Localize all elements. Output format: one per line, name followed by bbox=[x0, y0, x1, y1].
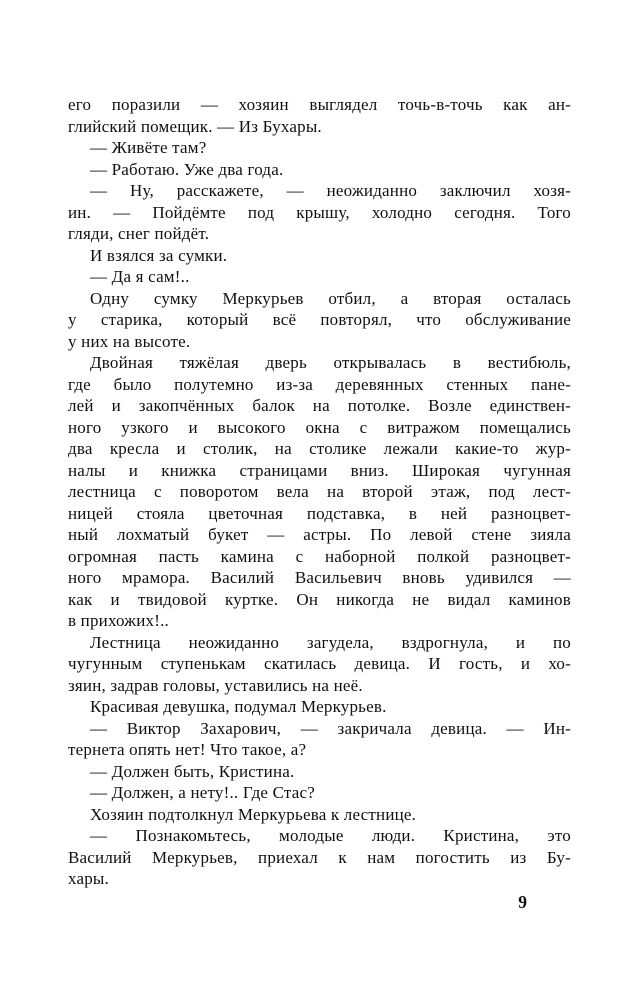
text-line: лей и закопчённых балок на потолке. Возле единствен- bbox=[68, 396, 571, 415]
text-line: — Ну, расскажете, — неожиданно заключил хозя- bbox=[90, 181, 571, 200]
paragraph bbox=[68, 804, 571, 826]
paragraph bbox=[68, 137, 571, 159]
text-line: — Да я сам!.. bbox=[90, 267, 190, 286]
text-line: Одну сумку Меркурьев отбил, а вторая осталась bbox=[90, 288, 571, 308]
text-line: ного мрамора. Василий Васильевич вновь удивился — bbox=[68, 568, 571, 587]
paragraph bbox=[68, 761, 571, 783]
text-line: Лестница неожиданно загудела, вздрогнула, и по bbox=[90, 632, 571, 652]
text-line: в прихожих!.. bbox=[68, 611, 170, 630]
page-number: 9 bbox=[518, 892, 527, 912]
text-line: огромная пасть камина с наборной полкой разноцвет- bbox=[68, 546, 571, 566]
text-line: зяин, задрав головы, уставились на неё. bbox=[68, 675, 363, 695]
text-block bbox=[68, 94, 571, 890]
text-line: — Должен быть, Кристина. bbox=[90, 761, 295, 781]
paragraph bbox=[68, 288, 571, 353]
paragraph bbox=[68, 245, 571, 267]
text-line: — Живёте там? bbox=[90, 138, 207, 157]
text-line: у старика, который всё повторял, что обслуживание bbox=[68, 310, 571, 329]
text-line: — Познакомьтесь, молодые люди. Кристина, это bbox=[90, 826, 571, 845]
text-line: — Виктор Захарович, — закричала девица. — Ин- bbox=[90, 718, 571, 738]
text-line: его поразили — хозяин выглядел точь-в-точь как ан- bbox=[68, 95, 571, 114]
paragraph bbox=[68, 632, 571, 697]
text-line: — Должен, а нету!.. Где Стас? bbox=[90, 783, 316, 802]
paragraph bbox=[68, 825, 571, 890]
text-line: ный лохматый букет — астры. По левой стене зияла bbox=[68, 525, 571, 544]
text-line: как и твидовой куртке. Он никогда не видал каминов bbox=[68, 589, 571, 609]
text-line: хары. bbox=[68, 869, 109, 888]
text-line: Василий Меркурьев, приехал к нам погостить из Бу- bbox=[68, 847, 571, 867]
paragraph bbox=[68, 696, 571, 718]
text-line: тернета опять нет! Что такое, а? bbox=[68, 740, 307, 759]
text-line: И взялся за сумки. bbox=[90, 245, 228, 265]
text-line: два кресла и столик, на столике лежали какие-то жур- bbox=[68, 439, 571, 458]
text-line: ного узкого и высокого окна с витражом помещались bbox=[68, 417, 571, 437]
text-line: у них на высоте. bbox=[68, 331, 191, 351]
text-line: Красивая девушка, подумал Меркурьев. bbox=[90, 697, 387, 716]
text-line: ницей стояла цветочная подставка, в ней разноцвет- bbox=[68, 503, 571, 523]
paragraph bbox=[68, 782, 571, 804]
text-line: глийский помещик. — Из Бухары. bbox=[68, 116, 322, 136]
text-line: чугунным ступенькам скатилась девица. И гость, и хо- bbox=[68, 654, 571, 673]
text-line: Двойная тяжёлая дверь открывалась в вестибюль, bbox=[90, 353, 571, 372]
text-line: — Работаю. Уже два года. bbox=[90, 159, 284, 179]
paragraph bbox=[68, 718, 571, 761]
paragraph bbox=[68, 266, 571, 288]
text-line: гляди, снег пойдёт. bbox=[68, 224, 210, 243]
text-line: ин. — Пойдёмте под крышу, холодно сегодня. Того bbox=[68, 202, 571, 222]
paragraph bbox=[68, 352, 571, 632]
paragraph bbox=[68, 180, 571, 245]
paragraph bbox=[68, 94, 571, 137]
text-line: где было полутемно из-за деревянных стенных пане- bbox=[68, 374, 571, 394]
paragraph bbox=[68, 159, 571, 181]
text-line: Хозяин подтолкнул Меркурьева к лестнице. bbox=[90, 804, 417, 824]
text-line: налы и книжка страницами вниз. Широкая чугунная bbox=[68, 460, 571, 480]
text-line: лестница с поворотом вела на второй этаж, под лест- bbox=[68, 482, 571, 501]
